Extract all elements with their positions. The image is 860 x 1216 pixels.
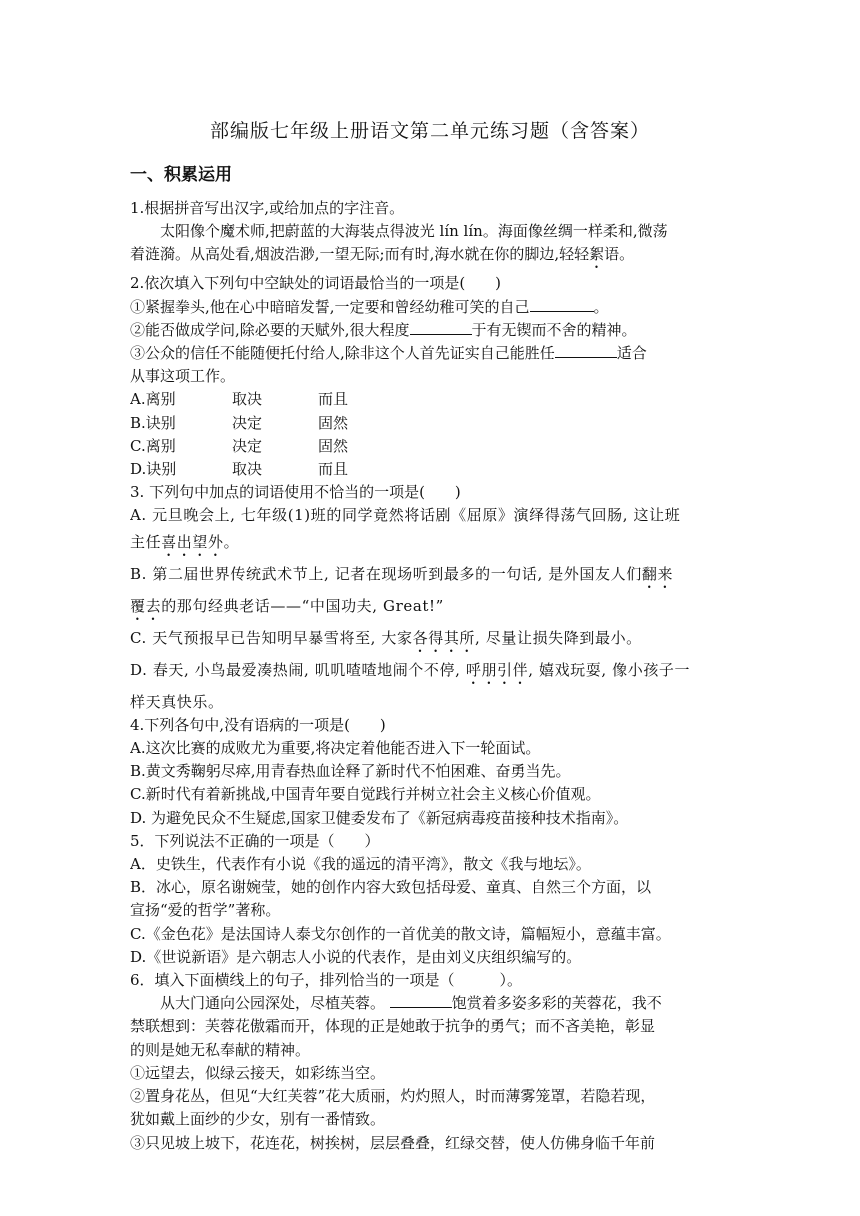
question-2-sentence-2 bbox=[130, 319, 730, 342]
question-3-option-a-line-1: A. 元旦晚会上, 七年级(1)班的同学竟然将话剧《屈原》演绎得荡气回肠, 这让班 bbox=[130, 506, 681, 525]
passage-text: 着涟漪。从高处看,烟波浩渺,一望无际;而有时,海水就在你的脚边,轻轻 bbox=[130, 245, 590, 264]
question-3-option-b-line-1 bbox=[130, 563, 730, 592]
question-6-item-1: ①远望去，似绿云接天，如彩练当空。 bbox=[130, 1063, 386, 1082]
option-word: 决定 bbox=[232, 413, 263, 432]
dotted-phrase: 呼朋引伴 bbox=[465, 660, 529, 679]
question-6-passage-line-3: 的则是她无私奉献的精神。 bbox=[130, 1040, 311, 1059]
question-3-stem: 3. 下列句中加点的词语使用不恰当的一项是( ) bbox=[130, 483, 461, 502]
question-3-option-b-line-2 bbox=[130, 595, 730, 624]
question-6-item-2-line-1: ②置身花丛，但见“大红芙蓉”花大质丽，灼灼照人，时而薄雾笼罩，若隐若现， bbox=[130, 1087, 656, 1106]
sentence-text: 适合 bbox=[616, 344, 647, 363]
question-6-stem: 6．填入下面横线上的句子，排列恰当的一项是（ ）。 bbox=[130, 971, 523, 990]
sentence-text: 的那句经典老话——“中国功夫, Great!” bbox=[161, 596, 444, 615]
fill-blank bbox=[410, 320, 472, 335]
question-6-passage-line-2: 禁联想到：芙蓉花傲霜而开，体现的正是她敢于抗争的勇气；而不吝美艳，彰显 bbox=[130, 1017, 656, 1036]
fill-blank bbox=[555, 343, 617, 358]
passage-text: 语。 bbox=[604, 245, 635, 264]
question-4-stem: 4.下列各句中,没有语病的一项是( ) bbox=[130, 715, 386, 734]
sentence-text: 于有无锲而不舍的精神。 bbox=[471, 320, 637, 339]
question-3-option-c bbox=[130, 627, 730, 656]
passage-text: 饱赏着多姿多彩的芙蓉花，我不 bbox=[451, 994, 662, 1013]
question-5-option-b-line-2: 宣扬“爱的哲学”著称。 bbox=[130, 901, 281, 920]
option-word: 决定 bbox=[232, 436, 263, 455]
question-3-option-a-line-2 bbox=[130, 531, 730, 560]
document-body bbox=[130, 197, 730, 1155]
fill-blank bbox=[390, 993, 452, 1008]
question-4-option-d: D. 为避免民众不生疑虑,国家卫健委发布了《新冠病毒疫苗接种技术指南》。 bbox=[130, 808, 629, 827]
question-5-option-a: A．史铁生，代表作有小说《我的遥远的清平湾》，散文《我与地坛》。 bbox=[130, 855, 591, 874]
section-heading: 一、积累运用 bbox=[130, 165, 232, 185]
question-3-option-d-line-2: 样天真快乐。 bbox=[130, 692, 224, 711]
question-5-stem: 5．下列说法不正确的一项是（ ） bbox=[130, 831, 380, 850]
sentence-text: , 尽量让损失降到最小。 bbox=[475, 628, 642, 647]
question-4-option-c: C.新时代有着新挑战,中国青年要自觉践行并树立社会主义核心价值观。 bbox=[130, 785, 601, 804]
question-2-sentence-3 bbox=[130, 342, 730, 365]
question-5-option-c: C.《金色花》是法国诗人泰戈尔创作的一首优美的散文诗，篇幅短小，意蕴丰富。 bbox=[130, 924, 671, 943]
option-word: 而且 bbox=[318, 460, 349, 479]
question-6-item-2-line-2: 犹如戴上面纱的少女，别有一番情致。 bbox=[130, 1110, 386, 1129]
dotted-phrase: 各得其所 bbox=[412, 628, 476, 647]
question-1-passage-line-2 bbox=[130, 243, 730, 272]
option-word: C.离别 bbox=[130, 436, 176, 455]
dotted-character: 絮 bbox=[589, 245, 605, 264]
option-word: 固然 bbox=[318, 413, 349, 432]
question-6-passage-line-1 bbox=[130, 992, 730, 1015]
question-3-option-d-line-1 bbox=[130, 659, 730, 688]
question-4-option-b: B.黄文秀鞠躬尽瘁,用青春热血诠释了新时代不怕困难、奋勇当先。 bbox=[130, 762, 571, 781]
question-5-option-d: D.《世说新语》是六朝志人小说的代表作，是由刘义庆组织编写的。 bbox=[130, 947, 582, 966]
question-4-option-a: A.这次比赛的成败尤为重要,将决定着他能否进入下一轮面试。 bbox=[130, 739, 541, 758]
option-word: B.诀别 bbox=[130, 413, 176, 432]
option-word: D.诀别 bbox=[130, 460, 177, 479]
question-2-option-d bbox=[130, 458, 730, 481]
question-2-stem: 2.依次填入下列句中空缺处的词语最恰当的一项是( ) bbox=[130, 274, 502, 293]
sentence-text: C. 天气预报早已告知明早暴雪将至, 大家 bbox=[130, 628, 413, 647]
option-word: 取决 bbox=[232, 460, 263, 479]
document-title: 部编版七年级上册语文第二单元练习题（含答案） bbox=[209, 120, 650, 142]
sentence-text: D. 春天, 小鸟最爱凑热闹, 叽叽喳喳地闹个不停, bbox=[130, 660, 466, 679]
question-2-sentence-3-cont: 从事这项工作。 bbox=[130, 367, 236, 386]
sentence-text: 主任 bbox=[130, 532, 162, 551]
option-word: 固然 bbox=[318, 436, 349, 455]
option-word: 取决 bbox=[232, 390, 263, 409]
sentence-text: 。 bbox=[593, 297, 609, 316]
sentence-text: ①紧握拳头,他在心中暗暗发誓,一定要和曾经幼稚可笑的自己 bbox=[130, 297, 530, 316]
sentence-text: ②能否做成学问,除必要的天赋外,很大程度 bbox=[130, 320, 410, 339]
option-word: 而且 bbox=[318, 390, 349, 409]
question-2-sentence-1 bbox=[130, 296, 730, 319]
question-2-option-b bbox=[130, 412, 730, 435]
dotted-phrase: 覆去 bbox=[130, 596, 162, 615]
option-word: A.离别 bbox=[130, 390, 176, 409]
sentence-text: 。 bbox=[223, 532, 240, 551]
passage-text: 从大门通向公园深处，尽植芙蓉。 bbox=[160, 994, 386, 1013]
sentence-text: , 嬉戏玩耍, 像小孩子一 bbox=[528, 660, 691, 679]
dotted-phrase: 喜出望外 bbox=[161, 532, 224, 551]
dotted-phrase: 翻来 bbox=[641, 564, 674, 583]
sentence-text: ③公众的信任不能随便托付给人,除非这个人首先证实自己能胜任 bbox=[130, 344, 555, 363]
fill-blank bbox=[530, 297, 594, 312]
question-6-item-3: ③只见坡上坡下，花连花，树挨树，层层叠叠，红绿交替，使人仿佛身临千年前 bbox=[130, 1133, 656, 1152]
question-5-option-b-line-1: B．冰心，原名谢婉莹，她的创作内容大致包括母爱、童真、自然三个方面，以 bbox=[130, 878, 652, 897]
sentence-text: B. 第二届世界传统武术节上, 记者在现场听到最多的一句话, 是外国友人们 bbox=[130, 564, 642, 583]
question-2-option-c bbox=[130, 435, 730, 458]
question-1-stem: 1.根据拼音写出汉字,或给加点的字注音。 bbox=[130, 199, 405, 217]
question-2-option-a bbox=[130, 388, 730, 411]
question-1-passage-line-1: 太阳像个魔术师,把蔚蓝的大海装点得波光 lín lín。海面像丝绸一样柔和,微荡 bbox=[160, 222, 668, 241]
